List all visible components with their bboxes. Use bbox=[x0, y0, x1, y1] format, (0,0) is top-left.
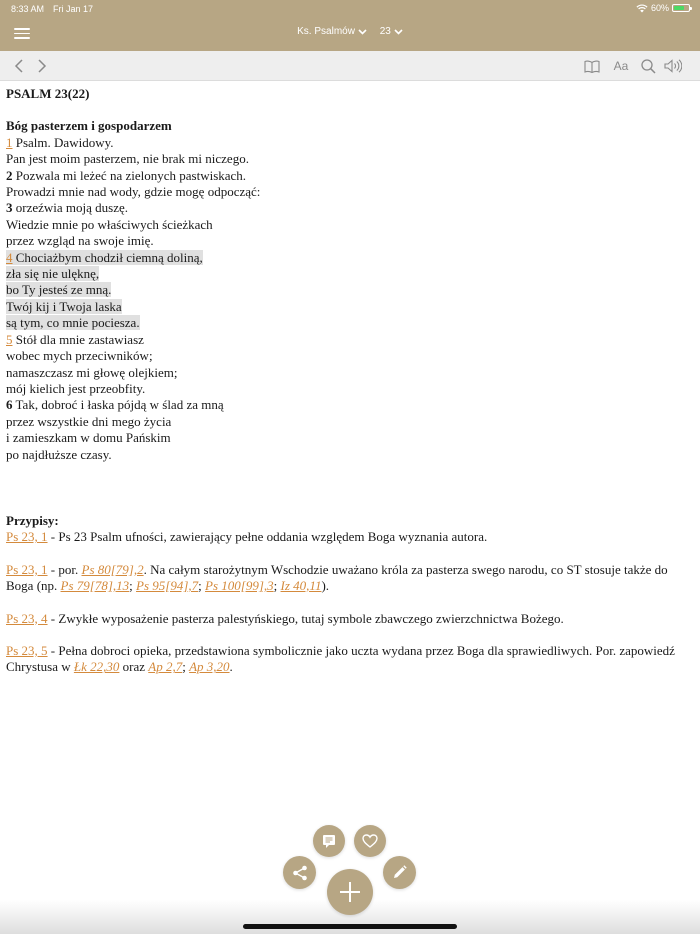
verse-line bbox=[6, 250, 694, 266]
footnote-text: - Zwykłe wyposażenie pasterza palestyńskiego, tutaj symbole zbawczego zwierzchnictwa Bożego. bbox=[47, 610, 564, 626]
verse-line bbox=[6, 135, 694, 151]
share-button[interactable] bbox=[283, 856, 316, 889]
verse-line bbox=[6, 332, 694, 348]
verse-line bbox=[6, 414, 694, 430]
verse-line bbox=[6, 299, 694, 315]
verse-text: Tak, dobroć i łaska pójdą w ślad za mną bbox=[12, 397, 224, 413]
verse-number[interactable]: 4 bbox=[6, 249, 13, 265]
chapter-selector[interactable] bbox=[380, 26, 403, 37]
book-icon bbox=[584, 60, 600, 73]
footnote-anchor-link[interactable]: Ps 23, 4 bbox=[6, 610, 48, 626]
verse-text: Pozwala mi leżeć na zielonych pastwiskach. bbox=[12, 167, 247, 183]
footnote-anchor-link[interactable]: Ps 23, 5 bbox=[6, 642, 48, 658]
verse-text: namaszczasz mi głowę olejkiem; bbox=[6, 364, 178, 380]
footnote-text: ). bbox=[321, 578, 330, 594]
psalm-title: PSALM 23(22) bbox=[6, 86, 90, 101]
verse-line bbox=[6, 430, 694, 446]
footnote-anchor-link[interactable]: Ps 23, 1 bbox=[6, 561, 48, 577]
verse-text: po najdłuższe czasy. bbox=[6, 446, 112, 462]
footnote-list bbox=[6, 529, 694, 675]
verse-number: 2 bbox=[6, 167, 13, 183]
cross-reference-link[interactable]: Ps 80[79],2 bbox=[81, 561, 144, 577]
plus-icon bbox=[339, 881, 361, 903]
footnote bbox=[6, 611, 694, 627]
verse-line bbox=[6, 168, 694, 184]
audio-button[interactable] bbox=[664, 57, 682, 75]
search-button[interactable] bbox=[639, 57, 657, 75]
footnote-text: oraz bbox=[119, 659, 149, 675]
footnote-text: ; bbox=[129, 578, 137, 594]
title-selectors bbox=[0, 26, 700, 37]
search-icon bbox=[641, 59, 656, 74]
verse-text: Pan jest moim pasterzem, nie brak mi niczego. bbox=[6, 151, 249, 167]
verse-text: Wiedzie mnie po właściwych ścieżkach bbox=[6, 216, 213, 232]
cross-reference-link[interactable]: Ap 2,7 bbox=[148, 659, 183, 675]
verse-line bbox=[6, 315, 694, 331]
notes-icon bbox=[322, 834, 336, 849]
home-indicator bbox=[243, 924, 457, 929]
footnote-text: - Pełna dobroci opieka, przedstawiona symbolicznie jako uczta wydana przez Boga dla sprawiedliwych. Por. zapowiedź Chrystusa w bbox=[6, 642, 675, 675]
verse-line bbox=[6, 365, 694, 381]
notes-button[interactable] bbox=[313, 825, 345, 857]
footnote-text: ; bbox=[182, 659, 190, 675]
footnote-text: . bbox=[229, 659, 233, 675]
status-time: 8:33 AM bbox=[11, 4, 45, 14]
chevron-left-icon bbox=[14, 59, 24, 73]
verse-list bbox=[6, 135, 694, 463]
verse-number[interactable]: 5 bbox=[6, 331, 13, 347]
chevron-down-icon bbox=[394, 29, 403, 35]
status-date: Fri Jan 17 bbox=[53, 4, 94, 14]
pencil-icon bbox=[392, 865, 407, 880]
verse-text: bo Ty jesteś ze mną. bbox=[6, 282, 112, 298]
verse-text: Stół dla mnie zastawiasz bbox=[12, 331, 144, 347]
verse-text: przez wzgląd na swoje imię. bbox=[6, 233, 154, 249]
battery-percent: 60% bbox=[650, 3, 669, 13]
verse-text: wobec mych przeciwników; bbox=[6, 348, 153, 364]
verse-number[interactable]: 1 bbox=[6, 134, 13, 150]
add-button[interactable] bbox=[327, 869, 373, 915]
verse-text: są tym, co mnie pociesza. bbox=[6, 315, 140, 331]
footnote-text: ; bbox=[273, 578, 281, 594]
verse-line bbox=[6, 151, 694, 167]
verse-text: orzeźwia moją duszę. bbox=[12, 200, 129, 216]
status-bar bbox=[0, 0, 700, 18]
status-right bbox=[636, 3, 690, 13]
verse-text: Chociażbym chodził ciemną doliną, bbox=[12, 249, 203, 265]
verse-number: 3 bbox=[6, 200, 13, 216]
verse-line bbox=[6, 266, 694, 282]
verse-number: 6 bbox=[6, 397, 13, 413]
top-bar bbox=[0, 0, 700, 51]
verse-text: i zamieszkam w domu Pańskim bbox=[6, 430, 171, 446]
chevron-right-icon bbox=[37, 59, 47, 73]
favorite-button[interactable] bbox=[354, 825, 386, 857]
footnote bbox=[6, 562, 694, 595]
verse-text: przez wszystkie dni mego życia bbox=[6, 413, 172, 429]
verse-text: mój kielich jest przeobfity. bbox=[6, 380, 146, 396]
footnotes-title: Przypisy: bbox=[6, 512, 59, 528]
footnote-text: . Na całym starożytnym Wschodzie uważano króla za pasterza swego narodu, co ST stosuje także do Boga (np. bbox=[6, 561, 668, 594]
cross-reference-link[interactable]: Iz 40,11 bbox=[280, 578, 322, 594]
battery-icon bbox=[672, 4, 690, 12]
footnote bbox=[6, 529, 694, 545]
verse-line bbox=[6, 348, 694, 364]
cross-reference-link[interactable]: Ps 95[94],7 bbox=[136, 578, 199, 594]
verse-line bbox=[6, 184, 694, 200]
reading-mode-button[interactable] bbox=[583, 57, 601, 75]
heart-icon bbox=[362, 834, 378, 848]
footnote-text: - por. bbox=[47, 561, 82, 577]
font-size-button[interactable] bbox=[611, 57, 631, 75]
chevron-down-icon bbox=[358, 29, 367, 35]
verse-line bbox=[6, 397, 694, 413]
forward-button[interactable] bbox=[33, 57, 51, 75]
verse-line bbox=[6, 200, 694, 216]
font-size-label: Aa bbox=[613, 59, 629, 73]
verse-text: Twój kij i Twoja laska bbox=[6, 298, 122, 314]
cross-reference-link[interactable]: Ps 79[78],13 bbox=[60, 578, 130, 594]
verse-text: zła się nie ulęknę, bbox=[6, 266, 100, 282]
verse-text: Psalm. Dawidowy. bbox=[12, 134, 114, 150]
verse-line bbox=[6, 217, 694, 233]
section-title: Bóg pasterzem i gospodarzem bbox=[6, 118, 172, 134]
verse-line bbox=[6, 282, 694, 298]
footnote-anchor-link[interactable]: Ps 23, 1 bbox=[6, 529, 48, 545]
cross-reference-link[interactable]: Ap 3,20 bbox=[189, 659, 230, 675]
footnote-text: - Ps 23 Psalm ufności, zawierający pełne oddania względem Boga wyznania autora. bbox=[47, 529, 488, 545]
cross-reference-link[interactable]: Ps 100[99],3 bbox=[205, 578, 274, 594]
verse-line bbox=[6, 381, 694, 397]
footnote-text: ; bbox=[198, 578, 206, 594]
book-selector[interactable] bbox=[297, 26, 367, 37]
share-icon bbox=[292, 865, 308, 881]
chapter-label: 23 bbox=[379, 26, 391, 37]
back-button[interactable] bbox=[10, 57, 28, 75]
verse-line bbox=[6, 447, 694, 463]
edit-button[interactable] bbox=[383, 856, 416, 889]
book-label: Ks. Psalmów bbox=[297, 26, 355, 37]
speaker-icon bbox=[664, 59, 682, 73]
footnote bbox=[6, 643, 694, 676]
verse-text: Prowadzi mnie nad wody, gdzie mogę odpocząć: bbox=[6, 184, 261, 200]
cross-reference-link[interactable]: Łk 22,30 bbox=[73, 659, 120, 675]
verse-line bbox=[6, 233, 694, 249]
chapter-content bbox=[6, 86, 694, 692]
wifi-icon bbox=[636, 4, 648, 13]
toolbar bbox=[0, 51, 700, 81]
